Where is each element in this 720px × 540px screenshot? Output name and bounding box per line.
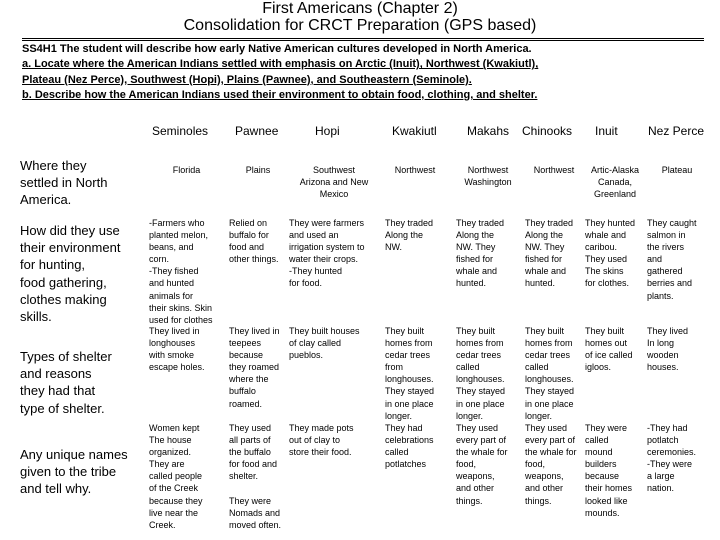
cell-line: the whale for (456, 447, 508, 458)
table-cell (229, 422, 287, 531)
cell-line: a large (647, 471, 675, 482)
cell-line: The skins (585, 266, 624, 277)
cell-line: They used (229, 423, 272, 433)
cell-line: whale and (525, 266, 567, 277)
table-cell (149, 422, 224, 531)
cell-line: -They had (647, 423, 688, 433)
table-cell (525, 422, 583, 507)
cell-line: Washington (464, 177, 512, 188)
row-label-line: clothes making (20, 291, 107, 307)
cell-line: They used (456, 423, 499, 433)
cell-line: They made pots (289, 423, 354, 433)
cell-line: from (385, 362, 403, 373)
cell-line: and used an (289, 230, 339, 241)
cell-line: They hunted (585, 218, 636, 228)
cell-line: shelter. (229, 471, 259, 482)
standard-line-2: a. Locate where the American Indians settled with emphasis on Arctic (Inuit), Northwest (Kwakiutl), (22, 58, 539, 71)
cell-line: their homes (585, 483, 633, 494)
cell-line: every part of (456, 435, 507, 446)
cell-line: because they (149, 495, 203, 506)
table-cell (229, 164, 287, 176)
title-underline-2 (22, 40, 704, 41)
cell-line: whale and (456, 266, 498, 277)
cell-line: They built (385, 326, 425, 336)
cell-line: plants. (647, 290, 674, 301)
cell-line: The house (149, 435, 192, 446)
col-header-makahs: Makahs (467, 124, 510, 138)
cell-line: called (385, 447, 409, 458)
cell-line: potlatches (385, 459, 427, 470)
cell-line: wooden (647, 350, 679, 361)
cell-line: things. (525, 495, 552, 506)
cell-line: where the (229, 374, 269, 385)
cell-line: nation. (647, 483, 675, 494)
cell-line: called (456, 362, 480, 373)
cell-line: beans, and (149, 242, 194, 253)
cell-line: for food and (229, 459, 278, 470)
cell-line: builders (585, 459, 617, 470)
row-label-shelter (20, 348, 112, 417)
table-cell (647, 217, 707, 302)
cell-line: the whale for (525, 447, 577, 458)
cell-line: They stayed (385, 386, 435, 397)
cell-line: They traded (385, 218, 434, 228)
cell-line: Women kept (149, 423, 200, 433)
cell-line: their skins. Skin (149, 302, 213, 313)
cell-line: mounds. (585, 507, 620, 518)
cell-line: They stayed (456, 386, 506, 397)
cell-line: They built (525, 326, 565, 336)
cell-line: for food. (289, 278, 323, 289)
table-cell (385, 325, 445, 422)
cell-line: and (647, 254, 663, 265)
cell-line: whale and (585, 230, 627, 241)
table-cell (289, 422, 379, 458)
table-cell (525, 325, 583, 422)
cell-line: the rivers (647, 242, 685, 253)
cell-line: They lived in (229, 326, 280, 336)
cell-line: houses. (647, 362, 679, 373)
cell-line: they roamed (229, 362, 280, 373)
cell-line: and hunted (149, 278, 195, 289)
cell-line: because (585, 471, 620, 482)
table-cell (585, 325, 645, 373)
table-cell (385, 217, 445, 253)
cell-line: roamed. (229, 398, 263, 409)
table-cell (456, 164, 520, 188)
cell-line: other things. (229, 254, 279, 265)
col-header-kwakiutl: Kwakiutl (392, 124, 437, 138)
cell-line: They caught (647, 218, 697, 228)
cell-line: longhouses (149, 338, 196, 349)
cell-line: homes from (525, 338, 573, 349)
cell-line: cedar trees (385, 350, 431, 361)
cell-line: in one place (525, 398, 574, 409)
standard-line-4: b. Describe how the American Indians used their environment to obtain food, clothing, and shelter. (22, 88, 538, 101)
standard-line-3: Plateau (Nez Perce), Southwest (Hopi), Plains (Pawnee), and Southeastern (Seminole). (22, 73, 472, 86)
cell-line: homes out (585, 338, 628, 349)
cell-line: They built (456, 326, 496, 336)
cell-line: weapons, (456, 471, 495, 482)
cell-line: moved often. (229, 519, 282, 530)
cell-line: Creek. (149, 519, 176, 530)
table-cell (647, 164, 707, 176)
cell-line: cedar trees (456, 350, 502, 361)
cell-line: fished for (456, 254, 494, 265)
table-cell (289, 217, 379, 290)
table-cell (456, 217, 520, 290)
row-label-line: Any unique names (20, 447, 128, 462)
cell-line: Plateau (661, 165, 693, 175)
cell-line: homes from (456, 338, 504, 349)
cell-line: Artic-Alaska (590, 165, 639, 175)
col-header-chinooks: Chinooks (522, 124, 573, 138)
cell-line: because (229, 350, 264, 361)
row-label-line: settled in North (20, 175, 108, 191)
cell-line: out of clay to (289, 435, 341, 446)
cell-line: organized. (149, 447, 192, 458)
cell-line: called (525, 362, 549, 373)
row-label-line: for hunting, (20, 257, 86, 273)
cell-line: called (585, 435, 609, 446)
cell-line: Southwest (312, 165, 356, 175)
table-cell (229, 325, 287, 410)
cell-line: all parts of (229, 435, 271, 446)
cell-line: cedar trees (525, 350, 571, 361)
cell-line: looked like (585, 495, 628, 506)
cell-line (229, 482, 287, 494)
cell-line: longhouses. (456, 374, 505, 385)
cell-line: with smoke (149, 350, 195, 361)
cell-line: things. (456, 495, 483, 506)
cell-line: Arizona and New (299, 177, 369, 188)
standard-text (22, 42, 712, 103)
title-line-2: Consolidation for CRCT Preparation (GPS based) (183, 17, 537, 34)
cell-line: longer. (456, 410, 484, 421)
cell-line: They are (149, 459, 185, 470)
row-label-line: their environment (20, 240, 121, 256)
row-label-line: America. (20, 192, 72, 208)
cell-line: for clothes. (585, 278, 630, 289)
cell-line: salmon in (647, 230, 686, 241)
cell-line: food and (229, 242, 265, 253)
cell-line: NW. They (525, 242, 565, 253)
col-header-inuit: Inuit (595, 124, 618, 138)
table-cell (456, 325, 520, 422)
row-label-line: food gathering, (20, 274, 107, 290)
cell-line: Along the (456, 230, 495, 241)
table-cell (229, 217, 287, 265)
cell-line: -They were (647, 459, 693, 470)
cell-line: Northwest (533, 165, 575, 175)
table-cell (289, 164, 379, 200)
table-cell (525, 217, 583, 290)
cell-line: of the Creek (149, 483, 199, 494)
cell-line: corn. (149, 254, 170, 265)
table-cell (647, 422, 707, 495)
col-header-seminoles: Seminoles (152, 124, 209, 138)
title-underline (22, 38, 704, 39)
cell-line: They were farmers (289, 218, 365, 228)
cell-line: NW. They (456, 242, 496, 253)
row-label-line: Types of shelter (20, 349, 112, 364)
col-header-nez-perce: Nez Perce (648, 124, 705, 138)
cell-line: Greenland (593, 189, 637, 200)
cell-line: planted melon, (149, 230, 209, 241)
cell-line: the buffalo (229, 447, 271, 458)
table-cell (289, 325, 379, 361)
cell-line: They built (585, 326, 625, 336)
cell-line: of clay called (289, 338, 342, 349)
table-cell (149, 325, 224, 373)
cell-line: -Farmers who (149, 218, 205, 228)
row-label-line: Where they (20, 158, 87, 173)
cell-line: store their food. (289, 447, 352, 458)
cell-line: celebrations (385, 435, 434, 446)
cell-line: gathered (647, 266, 683, 277)
cell-line: They traded (525, 218, 574, 228)
cell-line: Relied on (229, 218, 268, 228)
cell-line: water their crops. (289, 254, 359, 265)
row-label-settled (20, 157, 107, 209)
row-label-line: they had that (20, 383, 96, 399)
cell-line: They were (229, 495, 272, 506)
cell-line: called people (149, 471, 203, 482)
cell-line: in one place (385, 398, 434, 409)
cell-line: longer. (385, 410, 413, 421)
cell-line: food, (456, 459, 477, 470)
col-header-hopi: Hopi (315, 124, 340, 138)
cell-line: They used (525, 423, 568, 433)
row-label-environment (20, 222, 120, 325)
cell-line: -They fished (149, 266, 199, 277)
table-cell (585, 422, 645, 519)
cell-line: animals for (149, 290, 194, 301)
cell-line: Canada, (597, 177, 633, 188)
cell-line: Florida (172, 165, 201, 175)
row-label-line: How did they use (20, 223, 120, 238)
cell-line: of ice called (585, 350, 633, 361)
table-cell (647, 325, 707, 373)
row-label-line: given to the tribe (20, 464, 117, 480)
standard-line-1: SS4H1 The student will describe how early Native American cultures developed in North America. (22, 43, 532, 55)
table-cell (525, 164, 583, 176)
cell-line: They were (585, 423, 628, 433)
cell-line: potlatch (647, 435, 679, 446)
cell-line: longer. (525, 410, 553, 421)
cell-line: They stayed (525, 386, 575, 397)
col-header-pawnee: Pawnee (235, 124, 279, 138)
cell-line: NW. (385, 242, 402, 253)
cell-line: Northwest (467, 165, 509, 175)
cell-line: Northwest (394, 165, 436, 175)
cell-line: food, (525, 459, 546, 470)
cell-line: They lived in (149, 326, 200, 336)
cell-line: -They hunted (289, 266, 343, 277)
cell-line: They traded (456, 218, 505, 228)
table-cell (149, 217, 224, 326)
row-label-line: and tell why. (20, 481, 92, 497)
cell-line: In long (647, 338, 675, 349)
cell-line: buffalo for (229, 230, 269, 241)
cell-line: irrigation system to (289, 242, 365, 253)
row-label-line: skills. (20, 309, 52, 325)
cell-line: Along the (525, 230, 564, 241)
cell-line: escape holes. (149, 362, 205, 373)
cell-line: live near the (149, 507, 199, 518)
cell-line: mound (585, 447, 613, 458)
cell-line: in one place (456, 398, 505, 409)
row-label-line: type of shelter. (20, 400, 105, 416)
table-cell (585, 217, 645, 290)
cell-line: and other (525, 483, 564, 494)
cell-line: They lived (647, 326, 689, 336)
cell-line: and other (456, 483, 495, 494)
table-cell (585, 164, 645, 200)
cell-line: They built houses (289, 326, 360, 336)
cell-line: every part of (525, 435, 576, 446)
cell-line: hunted. (525, 278, 556, 289)
title-line-1: First Americans (Chapter 2) (262, 0, 458, 17)
table-cell (456, 422, 520, 507)
cell-line: Plains (245, 165, 271, 175)
cell-line: berries and (647, 278, 693, 289)
cell-line: teepees (229, 338, 262, 349)
cell-line: Along the (385, 230, 424, 241)
cell-line: buffalo (229, 386, 256, 397)
cell-line: They used (585, 254, 628, 265)
cell-line: Mexico (319, 189, 349, 200)
table-cell (149, 164, 224, 176)
cell-line: weapons, (525, 471, 564, 482)
cell-line: igloos. (585, 362, 612, 373)
cell-line: hunted. (456, 278, 487, 289)
cell-line: longhouses. (525, 374, 574, 385)
cell-line: caribou. (585, 242, 618, 253)
cell-line: longhouses. (385, 374, 434, 385)
cell-line: fished for (525, 254, 563, 265)
row-label-unique-names (20, 446, 128, 498)
cell-line: They had (385, 423, 423, 433)
table-cell (385, 164, 445, 176)
cell-line: homes from (385, 338, 433, 349)
cell-line: ceremonies. (647, 447, 697, 458)
cell-line: used for clothes (149, 314, 213, 325)
cell-line: Nomads and (229, 507, 281, 518)
table-cell (385, 422, 445, 470)
row-label-line: and reasons (20, 366, 92, 382)
cell-line: pueblos. (289, 350, 324, 361)
